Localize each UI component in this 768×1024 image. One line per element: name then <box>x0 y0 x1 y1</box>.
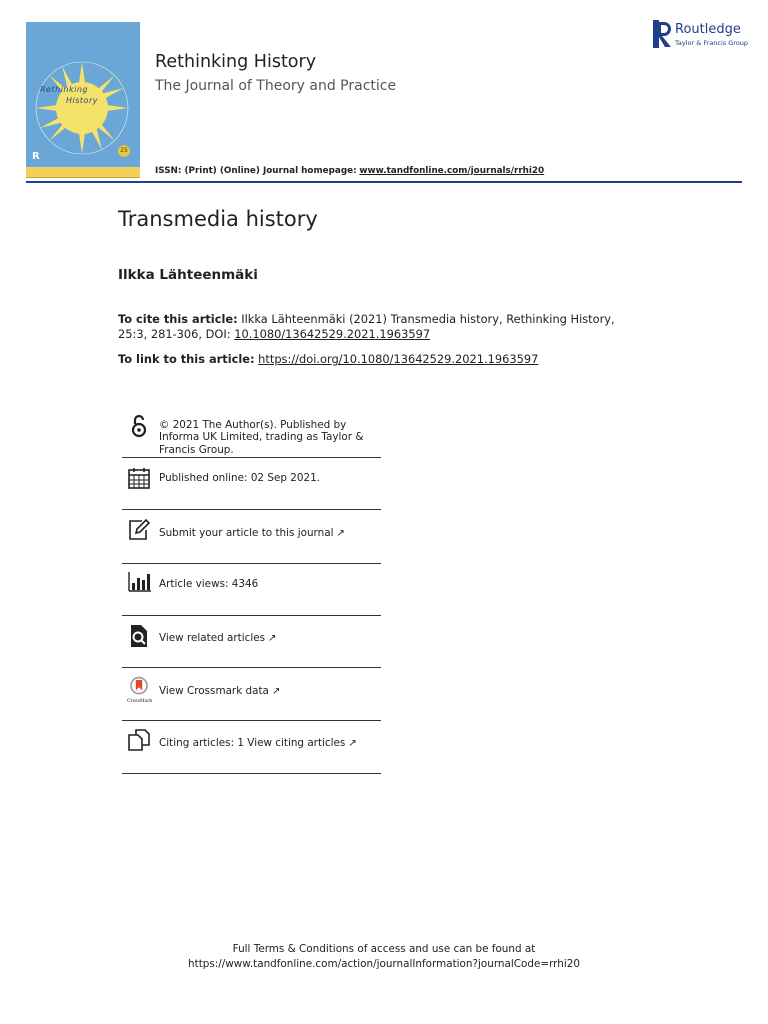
header-divider <box>26 181 742 183</box>
citation-doi-link[interactable]: 10.1080/13642529.2021.1963597 <box>234 326 431 341</box>
cover-underline <box>26 177 140 178</box>
row-divider <box>122 615 381 616</box>
article-link-block <box>118 352 538 366</box>
row-divider <box>122 720 381 721</box>
row-divider <box>122 509 381 510</box>
related-articles-link[interactable] <box>159 632 381 645</box>
issn-label: ISSN: (Print) (Online) Journal homepage: <box>155 166 357 176</box>
row-divider <box>122 563 381 564</box>
open-access-text: © 2021 The Author(s). Published by Informa UK Limited, trading as Taylor & Francis Group. <box>159 419 364 456</box>
submit-article-text: Submit your article to this journal <box>159 527 334 539</box>
article-views-text: Article views: 4346 <box>159 578 259 590</box>
bar-chart-icon <box>126 570 152 594</box>
cover-sun-graphic <box>34 60 130 156</box>
crossmark-icon <box>126 676 152 700</box>
citation-block <box>118 312 638 341</box>
crossmark-link[interactable] <box>159 685 381 698</box>
routledge-r-icon <box>653 20 673 48</box>
external-link-icon: ↗ <box>271 686 281 697</box>
article-title: Transmedia history <box>118 207 318 231</box>
open-access-icon <box>126 414 152 438</box>
footer <box>0 942 768 972</box>
cover-title-line2: History <box>66 96 98 105</box>
issn-line <box>155 166 544 176</box>
citation-label: To cite this article: <box>118 312 238 326</box>
document-search-icon <box>126 624 152 648</box>
journal-homepage-link[interactable]: www.tandfonline.com/journals/rrhi20 <box>359 166 545 176</box>
journal-title: Rethinking History <box>155 52 317 72</box>
cover-publisher-logo-icon: R <box>32 151 40 162</box>
row-divider <box>122 773 381 774</box>
citing-articles-text: Citing articles: 1 View citing articles <box>159 737 346 749</box>
calendar-icon <box>126 466 152 490</box>
published-online-text: Published online: 02 Sep 2021. <box>159 472 320 484</box>
external-link-icon: ↗ <box>336 528 345 539</box>
external-link-icon: ↗ <box>348 738 357 749</box>
journal-cover-image <box>26 22 140 177</box>
citing-articles-icon <box>126 728 152 752</box>
footer-terms-url[interactable]: https://www.tandfonline.com/action/journalInformation?journalCode=rrhi20 <box>188 958 580 970</box>
external-link-icon: ↗ <box>268 633 277 644</box>
article-doi-url-link[interactable]: https://doi.org/10.1080/13642529.2021.1963597 <box>258 352 539 366</box>
publisher-logo[interactable] <box>653 20 749 52</box>
cover-title-line1: Rethinking <box>40 85 88 94</box>
citation-text: Ilkka Lähteenmäki (2021) Transmedia history, Rethinking History, 25:3, 281-306, DOI: <box>118 312 615 341</box>
related-articles-text: View related articles <box>159 632 266 644</box>
publisher-group: Taylor & Francis Group <box>675 39 749 47</box>
cover-bottom-band <box>26 167 140 177</box>
citing-articles-link[interactable] <box>159 737 381 750</box>
submit-article-link[interactable] <box>159 527 381 540</box>
row-divider <box>122 457 381 458</box>
cover-issue-badge: 25 <box>118 145 130 157</box>
footer-terms-text: Full Terms & Conditions of access and use can be found at <box>232 943 536 955</box>
article-link-label: To link to this article: <box>118 352 255 366</box>
journal-subtitle: The Journal of Theory and Practice <box>155 78 397 94</box>
article-author: Ilkka Lähteenmäki <box>118 267 258 283</box>
crossmark-text: View Crossmark data <box>159 685 269 697</box>
publisher-name: Routledge <box>675 22 741 37</box>
crossmark-icon-label: CrossMark <box>127 699 153 704</box>
edit-pencil-icon <box>126 518 152 542</box>
row-divider <box>122 667 381 668</box>
